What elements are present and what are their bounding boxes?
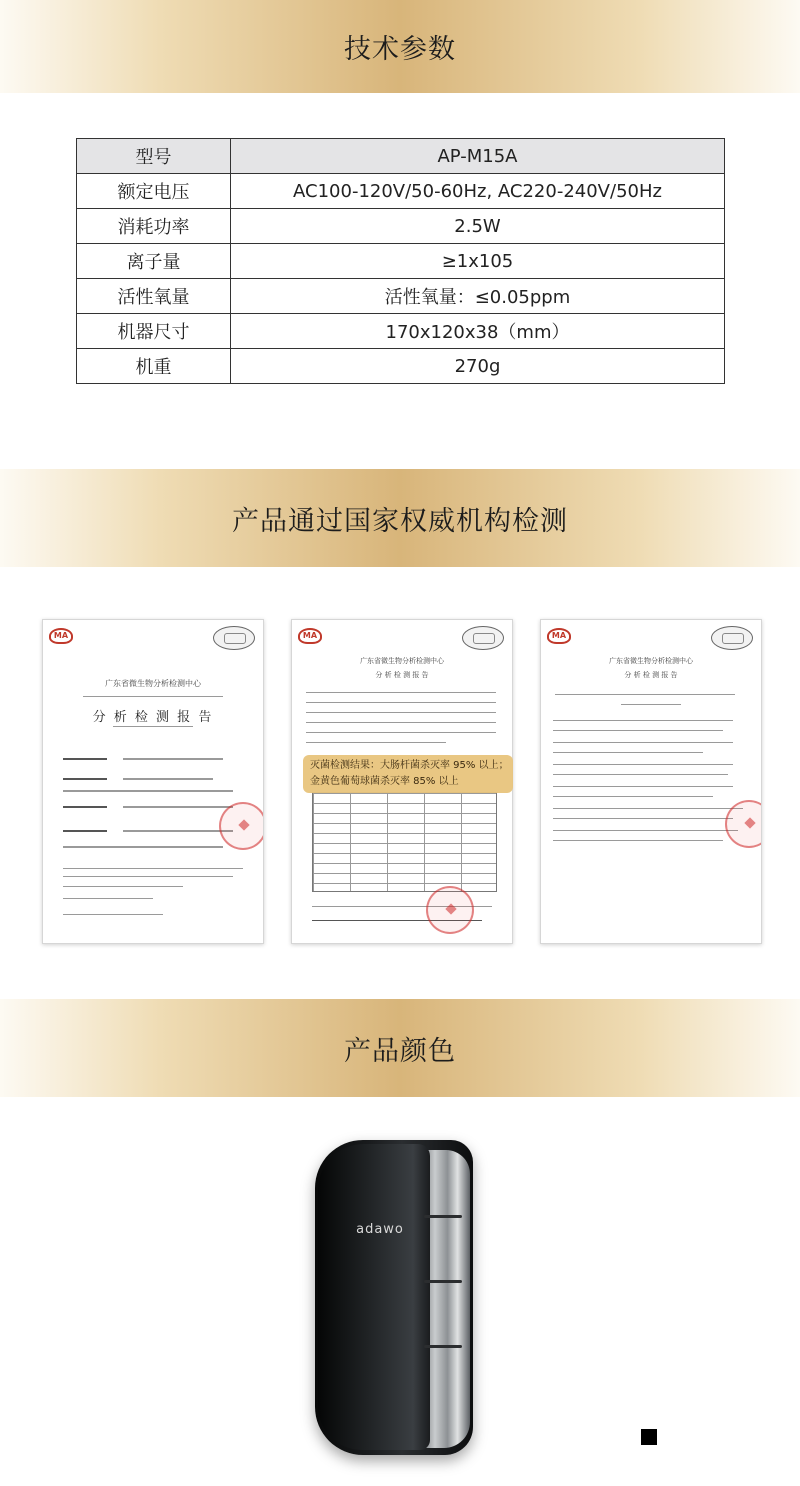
text-line (123, 758, 223, 760)
report-org: 广东省微生物分析检测中心 (360, 657, 444, 665)
spec-value: 170x120x38（mm） (231, 314, 725, 349)
specs-title: 技术参数 (344, 34, 456, 65)
text-line (553, 752, 703, 753)
spec-value: AP-M15A (231, 139, 725, 174)
seal-stamp-icon (725, 800, 762, 848)
cma-logo-icon: MA (49, 628, 73, 644)
text-line (553, 730, 723, 731)
table-row (77, 244, 725, 279)
text-line (63, 758, 107, 760)
spec-value: AC100-120V/50-60Hz, AC220-240V/50Hz (231, 174, 725, 209)
table-row (77, 174, 725, 209)
text-line (306, 742, 446, 743)
table-row (77, 139, 725, 174)
seal-stamp-icon (219, 802, 264, 850)
color-header-band (0, 999, 800, 1097)
divider (83, 696, 223, 697)
vent-slot (424, 1345, 462, 1348)
brand-logo: adawo (356, 1222, 404, 1237)
text-line (306, 692, 496, 693)
text-line (555, 694, 735, 695)
report-org: 广东省微生物分析检测中心 (609, 657, 693, 665)
table-row (77, 209, 725, 244)
spec-value: ≥1x105 (231, 244, 725, 279)
text-line (63, 914, 163, 915)
text-line (306, 712, 496, 713)
text-line (123, 778, 213, 780)
text-line (63, 868, 243, 869)
text-line (63, 790, 233, 792)
spec-value: 活性氧量：≤0.05ppm (231, 279, 725, 314)
text-line (63, 806, 107, 808)
spec-table (76, 138, 725, 384)
text-line (553, 830, 738, 831)
report-org: 广东省微生物分析检测中心 (105, 679, 201, 688)
divider (113, 726, 193, 727)
spec-label: 型号 (77, 139, 231, 174)
text-line (553, 742, 733, 743)
spec-label: 额定电压 (77, 174, 231, 209)
cnas-logo-icon (462, 626, 504, 650)
test-report-image-3 (540, 619, 762, 944)
spec-label: 离子量 (77, 244, 231, 279)
table-row (77, 349, 725, 384)
spec-label: 机重 (77, 349, 231, 384)
seal-stamp-icon (426, 886, 474, 934)
text-line (553, 840, 723, 841)
cma-logo-icon: MA (547, 628, 571, 644)
text-line (621, 704, 681, 705)
text-line (553, 774, 728, 775)
test-result-callout (303, 755, 513, 793)
device-front-panel (318, 1144, 430, 1450)
report-title: 分 析 检 测 报 告 (624, 671, 678, 679)
callout-line: 灭菌检测结果：大肠杆菌杀灭率 95% 以上； (310, 760, 509, 771)
text-line (553, 796, 713, 797)
spec-label: 机器尺寸 (77, 314, 231, 349)
text-line (123, 806, 233, 808)
text-line (306, 702, 496, 703)
cert-title: 产品通过国家权威机构检测 (232, 505, 568, 537)
test-report-image-1 (42, 619, 264, 944)
text-line (306, 722, 496, 723)
text-line (63, 898, 153, 899)
text-line (63, 778, 107, 780)
cnas-logo-icon (213, 626, 255, 650)
text-line (63, 830, 107, 832)
vent-slot (424, 1215, 462, 1218)
color-swatch-black[interactable] (641, 1429, 657, 1445)
spec-label: 消耗功率 (77, 209, 231, 244)
results-table (312, 792, 497, 892)
text-line (123, 830, 233, 832)
specs-header-band (0, 0, 800, 93)
cnas-logo-icon (711, 626, 753, 650)
spec-value: 2.5W (231, 209, 725, 244)
spec-value: 270g (231, 349, 725, 384)
text-line (553, 808, 743, 809)
callout-line: 金黄色葡萄球菌杀灭率 85% 以上 (310, 776, 459, 787)
text-line (63, 886, 183, 887)
vent-slot (424, 1280, 462, 1283)
text-line (553, 764, 733, 765)
spec-label: 活性氧量 (77, 279, 231, 314)
report-title: 分 析 检 测 报 告 (92, 710, 214, 725)
text-line (553, 818, 733, 819)
text-line (553, 786, 733, 787)
text-line (553, 720, 733, 721)
text-line (63, 846, 223, 848)
text-line (63, 876, 233, 877)
table-row (77, 279, 725, 314)
table-row (77, 314, 725, 349)
cert-header-band (0, 469, 800, 567)
cma-logo-icon: MA (298, 628, 322, 644)
color-title: 产品颜色 (344, 1035, 456, 1067)
report-title: 分 析 检 测 报 告 (375, 671, 429, 679)
text-line (306, 732, 496, 733)
